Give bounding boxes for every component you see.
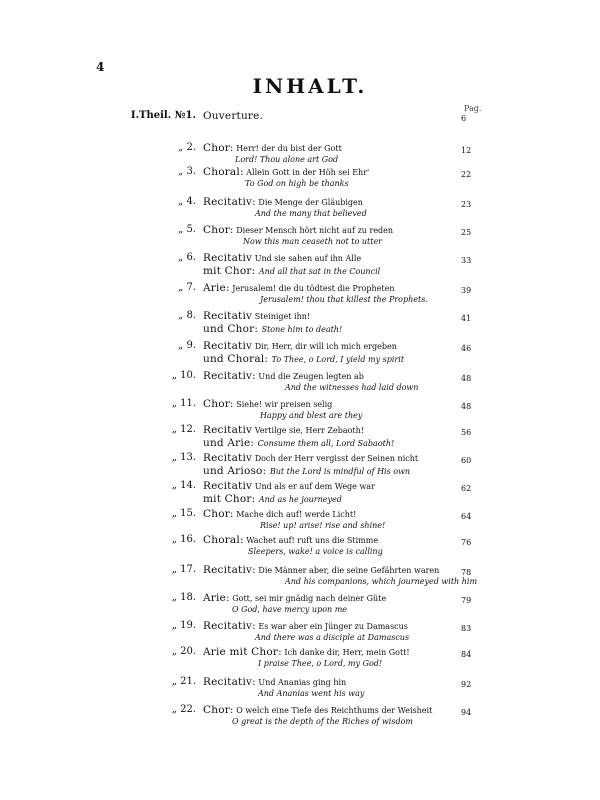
entry-second-line <box>203 353 404 365</box>
entry-first-line <box>203 340 397 352</box>
german-text: Und als er auf dem Wege war <box>252 482 375 491</box>
form-label-secondary: mit Chor: <box>203 265 259 277</box>
page-ref: 62 <box>461 484 472 493</box>
entry-first-line <box>203 564 439 576</box>
entry-first-line <box>203 620 408 632</box>
form-label: Recitativ <box>203 480 253 492</box>
page-ref: 92 <box>461 680 472 689</box>
german-text: Doch der Herr vergisst der Seinen nicht <box>252 454 419 463</box>
entry-number: „ 13. <box>171 452 196 463</box>
entry-number: „ 16. <box>171 534 196 545</box>
entry-number: „ 5. <box>178 224 196 235</box>
entry-number: „ 7. <box>178 282 196 293</box>
form-label-secondary: mit Chor: <box>203 493 259 505</box>
page-ref: 56 <box>461 428 472 437</box>
page-ref: 84 <box>461 650 472 659</box>
page-ref: 22 <box>461 170 472 179</box>
german-text: Ich danke dir, Herr, mein Gott! <box>281 648 410 657</box>
page-ref: 76 <box>461 538 472 547</box>
entry-second-line <box>260 295 428 304</box>
english-text: And his companions, which journeyed with him <box>285 577 478 586</box>
entry-second-line <box>255 633 409 642</box>
form-label: Recitativ: <box>203 370 256 382</box>
entry-first-line <box>203 646 410 658</box>
english-text: And there was a disciple at Damascus <box>255 633 410 642</box>
entry-number: „ 14. <box>171 480 196 491</box>
german-text: Und Ananias ging hin <box>255 678 347 687</box>
english-text: O great is the depth of the Riches of wisdom <box>232 717 413 726</box>
entry-first-line <box>203 592 386 604</box>
english-text: Lord! Thou alone art God <box>235 155 339 164</box>
entry-first-line <box>203 310 310 322</box>
page-ref: 25 <box>461 228 472 237</box>
page-ref: 46 <box>461 344 472 353</box>
entry-number: „ 22. <box>171 704 196 715</box>
english-text: And as he journeyed <box>258 495 342 504</box>
page-ref: 48 <box>461 402 472 411</box>
english-text: Happy and blest are they <box>260 411 363 420</box>
entry-number: „ 8. <box>178 310 196 321</box>
german-text: O welch eine Tiefe des Reichthums der Weisheit <box>233 706 433 715</box>
page-ref: 79 <box>461 596 472 605</box>
entry-second-line <box>232 605 347 614</box>
entry-first-line <box>203 196 363 208</box>
english-text: And the many that believed <box>255 209 367 218</box>
entry-first-line <box>203 398 332 410</box>
german-text: Wachet auf! ruft uns die Stimme <box>243 536 379 545</box>
entry-first-line <box>203 452 418 464</box>
page-ref: 39 <box>461 286 472 295</box>
entry-first-line <box>203 508 356 520</box>
english-text: To God on high be thanks <box>245 179 349 188</box>
entry-first-line <box>203 534 378 546</box>
german-text: Steiniget ihn! <box>252 312 311 321</box>
english-text: Sleepers, wake! a voice is calling <box>248 547 383 556</box>
english-text: I praise Thee, o Lord, my God! <box>258 659 383 668</box>
entry-number: „ 20. <box>171 646 196 657</box>
form-label-secondary: und Choral: <box>203 353 272 365</box>
page-title: INHALT. <box>252 74 368 98</box>
form-label: Arie: <box>203 282 230 294</box>
form-label: Recitativ: <box>203 196 256 208</box>
form-label-secondary: und Arie: <box>203 437 258 449</box>
entry-first-line <box>203 676 346 688</box>
entry-number: „ 15. <box>171 508 196 519</box>
entry-first-line <box>203 224 393 236</box>
entry-second-line <box>285 383 418 392</box>
english-text: Jerusalem! thou that killest the Prophets. <box>260 295 428 304</box>
form-label: Chor: <box>203 508 234 520</box>
english-text: Now this man ceaseth not to utter <box>243 237 383 246</box>
page-ref: 48 <box>461 374 472 383</box>
entry-number: „ 6. <box>178 252 196 263</box>
german-text: Herr! der du bist der Gott <box>233 144 342 153</box>
entry-second-line <box>203 437 394 449</box>
form-label: Choral: <box>203 534 244 546</box>
form-label: Recitativ: <box>203 676 256 688</box>
form-label: Recitativ <box>203 252 253 264</box>
german-text: Vertilge sie, Herr Zebaoth! <box>252 426 364 435</box>
german-text: Mache dich auf! werde Licht! <box>233 510 357 519</box>
entry-number: „ 11. <box>171 398 196 409</box>
entry-first-line <box>203 704 432 716</box>
entry-number: „ 12. <box>171 424 196 435</box>
german-text: Dir, Herr, dir will ich mich ergeben <box>252 342 397 351</box>
german-text: Es war aber ein Jünger zu Damascus <box>255 622 408 631</box>
form-label-secondary: und Arioso: <box>203 465 270 477</box>
german-text: Jerusalem! die du tödtest die Propheten <box>229 284 395 293</box>
form-label-secondary: und Chor: <box>203 323 262 335</box>
pag-column-header: Pag. <box>464 104 482 113</box>
page-ref: 33 <box>461 256 472 265</box>
german-text: Dieser Mensch hört nicht auf zu reden <box>233 226 394 235</box>
english-text: Stone him to death! <box>261 325 343 334</box>
entry-number: „ 17. <box>171 564 196 575</box>
german-text: Und sie sahen auf ihn Alle <box>252 254 362 263</box>
page-ref: 41 <box>461 314 472 323</box>
entry-first-line <box>203 142 342 154</box>
entry-second-line <box>258 689 364 698</box>
entry-second-line <box>203 323 342 335</box>
entry-second-line <box>258 659 382 668</box>
entry-second-line <box>260 521 385 530</box>
entry-second-line <box>285 577 477 586</box>
entry-number: „ 9. <box>178 340 196 351</box>
entry-first-line <box>203 282 395 294</box>
entry-number: „ 3. <box>178 166 196 177</box>
form-label: Recitativ: <box>203 564 256 576</box>
german-text: Und die Zeugen legten ab <box>255 372 364 381</box>
entry-second-line <box>260 411 362 420</box>
entry-number: „ 4. <box>178 196 196 207</box>
page-ref: 83 <box>461 624 472 633</box>
form-label: Chor: <box>203 224 234 236</box>
page-ref: 23 <box>461 200 472 209</box>
form-label: Chor: <box>203 142 234 154</box>
form-label: Chor: <box>203 704 234 716</box>
german-text: Siehe! wir preisen selig <box>233 400 333 409</box>
page-ref: 78 <box>461 568 472 577</box>
entry-second-line <box>243 237 382 246</box>
entry-second-line <box>203 493 342 505</box>
entry-second-line <box>203 265 380 277</box>
entry-second-line <box>203 465 410 477</box>
entry-number: „ 19. <box>171 620 196 631</box>
german-text: Allein Gott in der Höh sei Ehr' <box>243 168 370 177</box>
form-label: Arie mit Chor: <box>203 646 282 658</box>
entry-first-line <box>203 110 263 122</box>
german-text: Die Menge der Gläubigen <box>255 198 363 207</box>
entry-second-line <box>245 179 349 188</box>
page-number: 4 <box>96 60 105 74</box>
english-text: Consume them all, Lord Sabaoth! <box>257 439 395 448</box>
german-text: Die Männer aber, die seine Gefährten waren <box>255 566 440 575</box>
form-label: Arie: <box>203 592 230 604</box>
entry-first-line <box>203 166 369 178</box>
page-ref: 6 <box>461 114 467 123</box>
english-text: To Thee, o Lord, I yield my spirit <box>271 355 405 364</box>
entry-first-line <box>203 480 375 492</box>
form-label: Recitativ <box>203 424 253 436</box>
english-text: O God, have mercy upon me <box>232 605 348 614</box>
form-label: Recitativ <box>203 452 253 464</box>
page-ref: 60 <box>461 456 472 465</box>
form-label: Recitativ: <box>203 620 256 632</box>
entry-second-line <box>248 547 383 556</box>
page-ref: 12 <box>461 146 472 155</box>
form-label: Choral: <box>203 166 244 178</box>
english-text: And all that sat in the Council <box>258 267 381 276</box>
entry-first-line <box>203 252 361 264</box>
entry-number: „ 21. <box>171 676 196 687</box>
english-text: And the witnesses had laid down <box>285 383 419 392</box>
form-label: Recitativ <box>203 310 253 322</box>
german-text: Gott, sei mir gnädig nach deiner Güte <box>229 594 387 603</box>
entry-first-line <box>203 370 364 382</box>
english-text: Rise! up! arise! rise and shine! <box>260 521 386 530</box>
entry-number: „ 18. <box>171 592 196 603</box>
page-ref: 94 <box>461 708 472 717</box>
entry-first-line <box>203 424 364 436</box>
form-label: Ouverture. <box>203 110 264 122</box>
form-label: Recitativ <box>203 340 253 352</box>
entry-number: I.Theil. №1. <box>130 110 196 121</box>
english-text: But the Lord is mindful of His own <box>269 467 411 476</box>
entry-number: „ 10. <box>171 370 196 381</box>
entry-second-line <box>235 155 338 164</box>
english-text: And Ananias went his way <box>258 689 365 698</box>
form-label: Chor: <box>203 398 234 410</box>
entry-second-line <box>255 209 367 218</box>
entry-second-line <box>232 717 413 726</box>
entry-number: „ 2. <box>178 142 196 153</box>
page-ref: 64 <box>461 512 472 521</box>
